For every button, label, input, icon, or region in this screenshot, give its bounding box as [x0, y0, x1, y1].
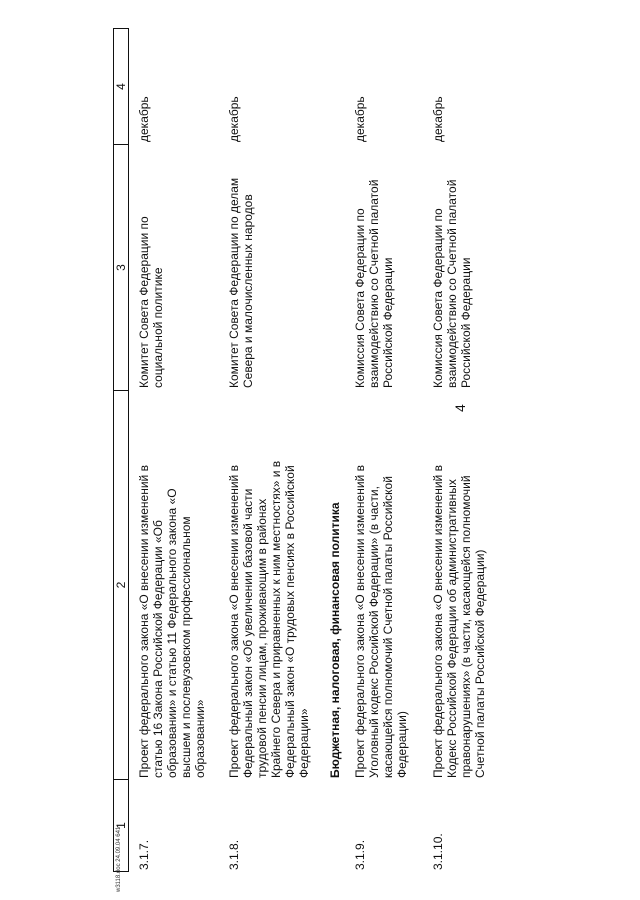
row-deadline: декабрь — [137, 96, 151, 142]
row-description: Проект федерального закона «О внесении изменений в Федеральный закон «Об увеличении базовой части трудовой пенсии лицам, проживающим в районах Крайнего Севера и приравненных к ним местностях» и в Федеральный закон «О трудовых пенсиях в Российской Федерации» — [227, 460, 311, 778]
column-header-2: 2 — [113, 391, 129, 780]
document-footer-code: w3118.doc 24.09.04 641 — [116, 826, 122, 892]
row-deadline: декабрь — [353, 96, 367, 142]
row-number: 3.1.8. — [227, 839, 241, 870]
row-number: 3.1.9. — [353, 839, 367, 870]
page-number: 4 — [452, 404, 468, 412]
column-header-3: 3 — [113, 145, 129, 391]
row-description: Проект федерального закона «О внесении изменений в Кодекс Российской Федерации об административных правонарушениях» (в части, касающейся полномочий Счетной палаты Российской Федерации) — [431, 465, 487, 778]
column-header-4: 4 — [113, 28, 129, 145]
plan-table — [113, 28, 503, 872]
row-description: Проект федерального закона «О внесении изменений в статью 16 Закона Российской Федерации «Об образовании» и статью 11 Федерального закона «О высшем и послевузовском профессиональном образовании» — [137, 465, 207, 778]
row-responsible: Комиссия Совета Федерации по взаимодействию со Счетной палатой Российской Федерации — [431, 179, 473, 388]
row-deadline: декабрь — [227, 96, 241, 142]
section-title: Бюджетная, налоговая, финансовая политика — [328, 502, 342, 778]
row-responsible: Комиссия Совета Федерации по взаимодействию со Счетной палатой Российской Федерации — [353, 179, 395, 388]
row-number: 3.1.7. — [137, 839, 151, 870]
row-responsible: Комитет Совета Федерации по делам Севера и малочисленных народов — [227, 177, 255, 388]
row-number: 3.1.10. — [431, 833, 445, 870]
row-deadline: декабрь — [431, 96, 445, 142]
column-header-1: 1 — [113, 780, 129, 872]
row-description: Проект федерального закона «О внесении изменений в Уголовный кодекс Российской Федерации» (в части, касающейся полномочий Счетной палаты Российской Федерации) — [353, 465, 409, 778]
row-responsible: Комитет Совета Федерации по социальной политике — [137, 216, 165, 388]
